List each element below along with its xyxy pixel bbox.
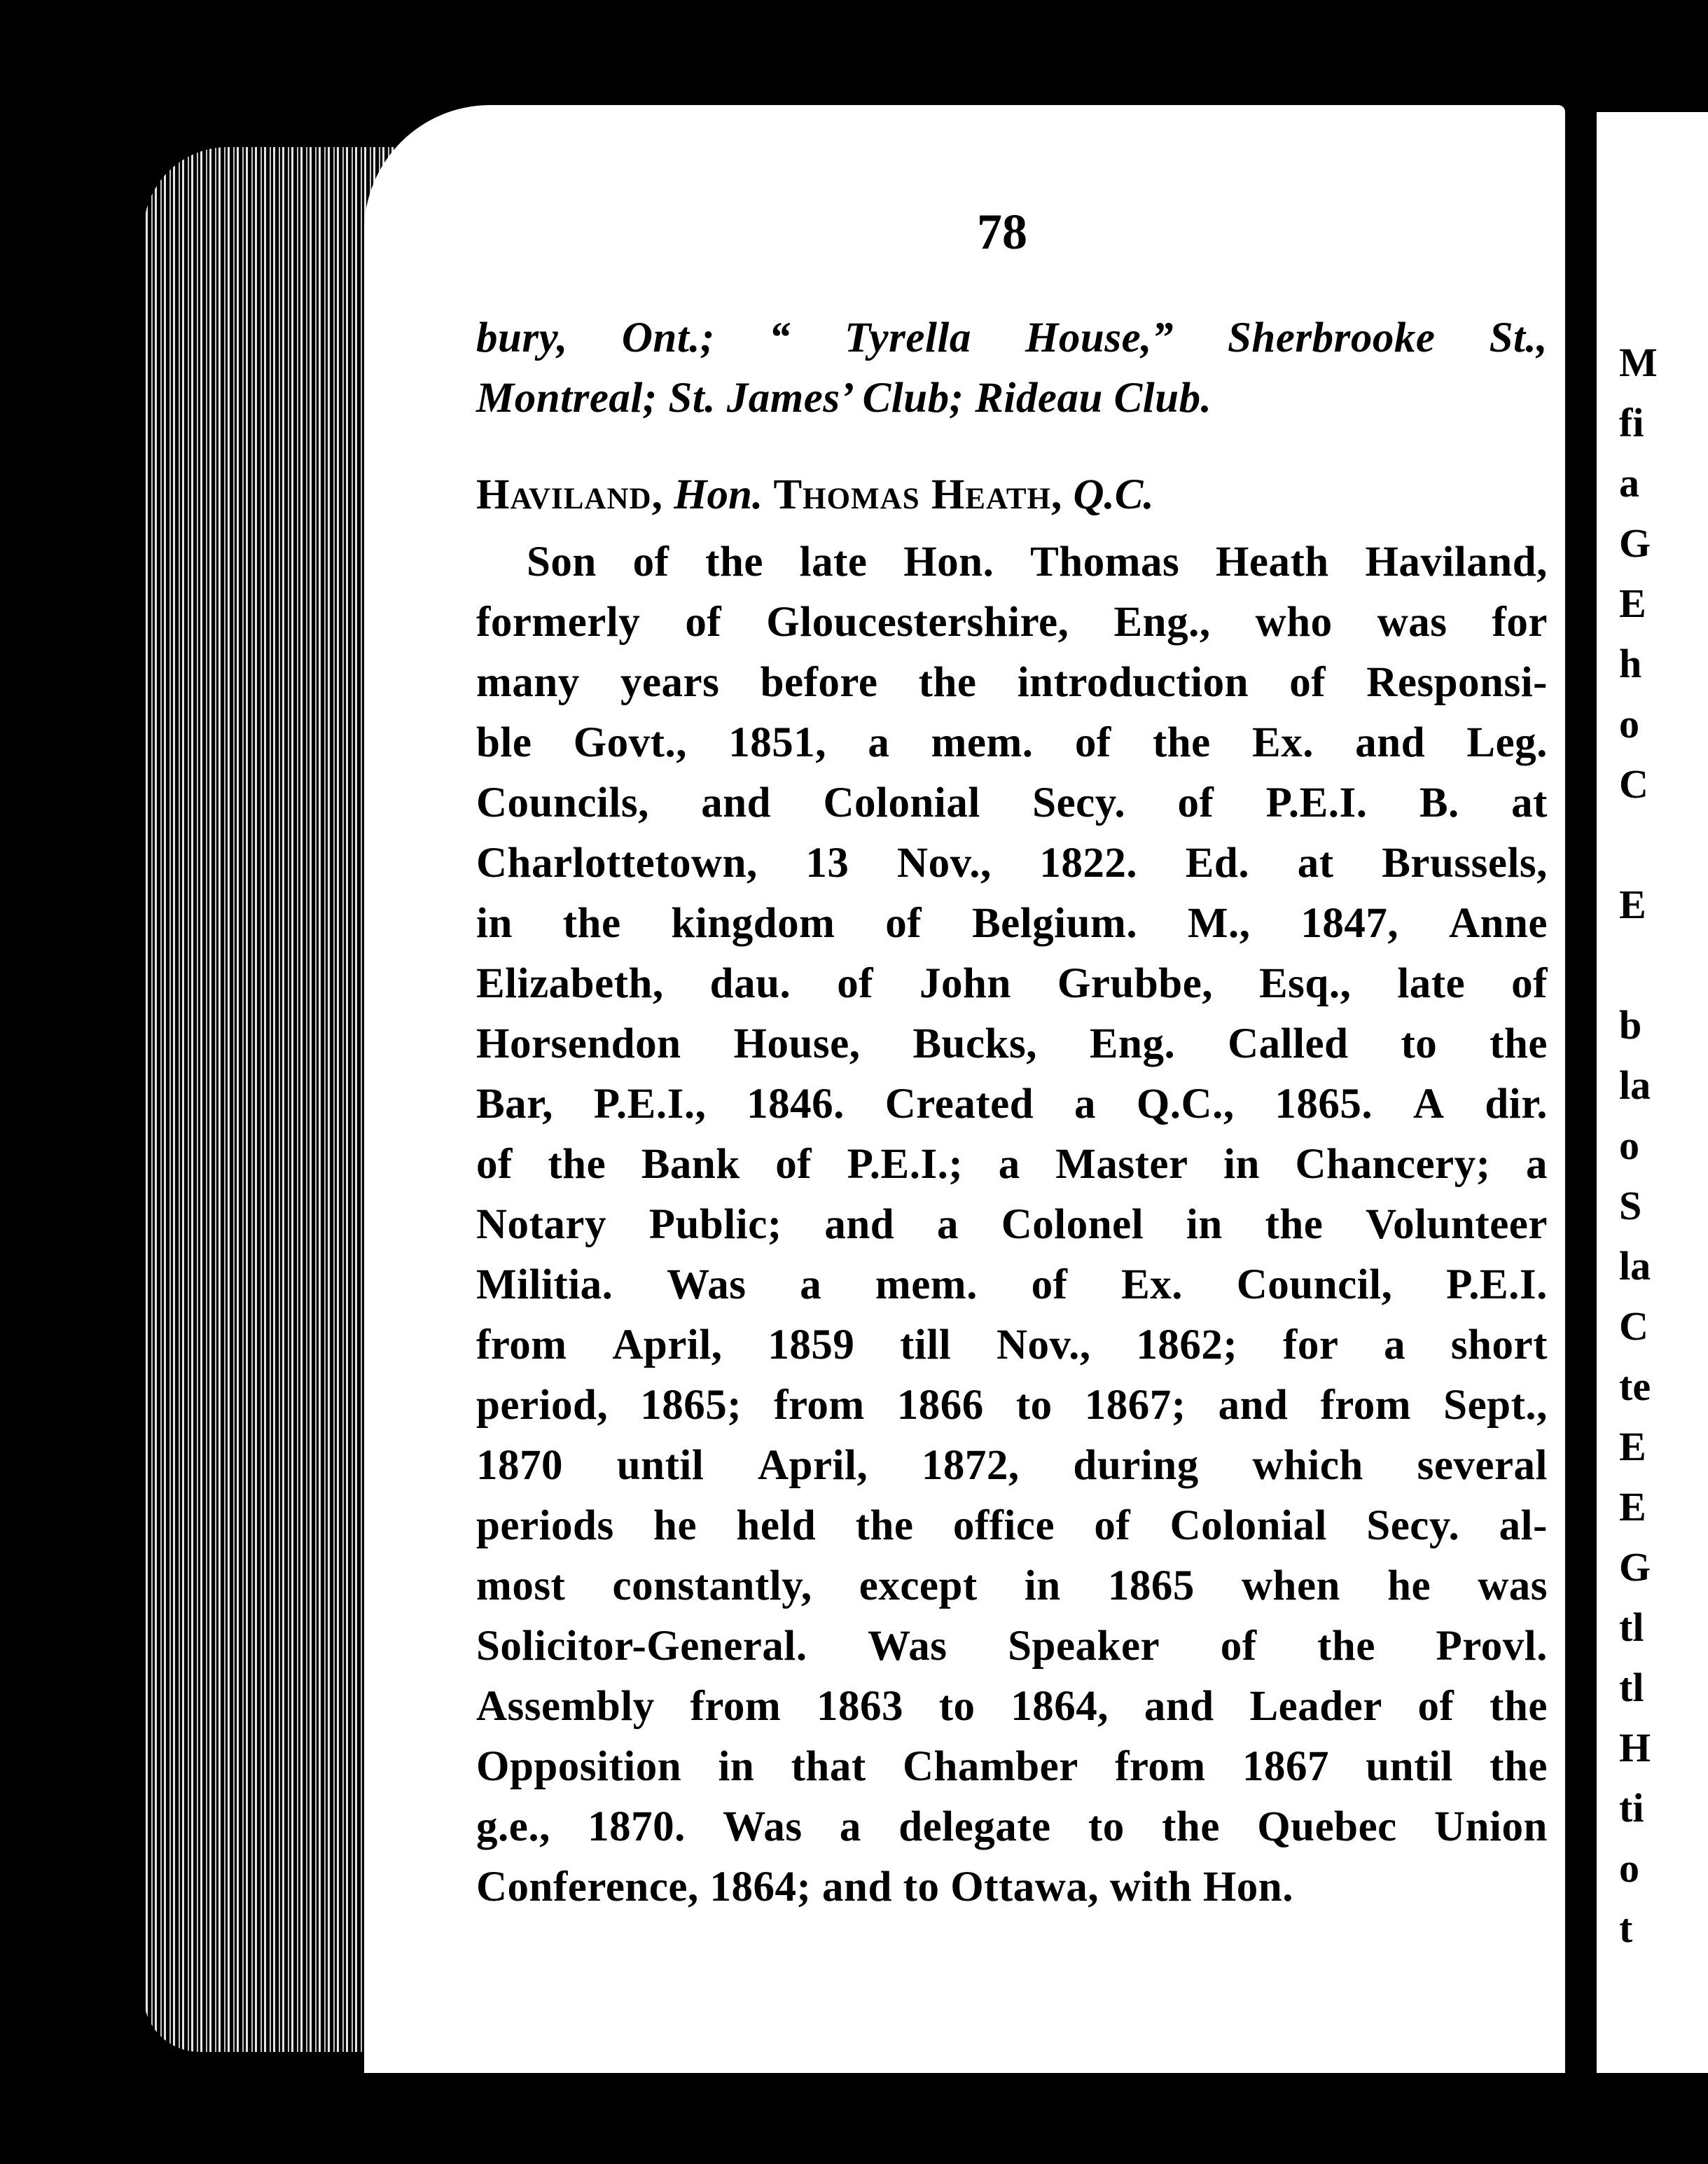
- word: Chamber: [902, 1743, 1078, 1790]
- word: Opposition: [476, 1743, 682, 1790]
- word: in: [1186, 1201, 1223, 1248]
- facing-fragment: o: [1619, 1123, 1639, 1168]
- word: Q.C.,: [1136, 1081, 1235, 1128]
- word: P.E.I.: [1446, 1261, 1548, 1308]
- facing-fragment: te: [1619, 1364, 1651, 1409]
- word: which: [1252, 1442, 1363, 1489]
- word: al-: [1499, 1502, 1548, 1549]
- word: a: [1384, 1322, 1406, 1368]
- entry-given-names: Thomas Heath,: [773, 471, 1063, 518]
- word: Chancery;: [1295, 1141, 1491, 1188]
- word: and: [1355, 719, 1426, 766]
- word: a: [839, 1803, 861, 1850]
- word: until: [616, 1442, 704, 1489]
- entry-surname: Haviland,: [476, 471, 663, 518]
- page-number: 78: [977, 204, 1027, 260]
- body-line: [476, 1074, 1548, 1135]
- body-line: [476, 713, 1548, 773]
- word: Colonel: [1001, 1201, 1144, 1248]
- word: Ed.: [1185, 840, 1250, 887]
- word: the: [1317, 1623, 1375, 1670]
- word: from: [1115, 1743, 1206, 1790]
- word: Was: [667, 1261, 747, 1308]
- word: Haviland,: [1365, 539, 1548, 585]
- facing-fragment: [1619, 814, 1675, 875]
- word: Bar,: [476, 1081, 553, 1128]
- word: in: [718, 1743, 755, 1790]
- continuation-line-2: [476, 368, 1548, 429]
- body-line: [476, 532, 1548, 592]
- word: dau.: [709, 960, 791, 1007]
- facing-fragment: h: [1619, 641, 1642, 686]
- word: Secy.: [1366, 1502, 1460, 1549]
- word: of: [775, 1141, 812, 1188]
- word: to: [1015, 1382, 1053, 1429]
- word: 1862;: [1136, 1322, 1238, 1368]
- word: till: [900, 1322, 952, 1368]
- word: House,: [733, 1020, 861, 1067]
- word: 1864,: [1011, 1683, 1109, 1730]
- word: to: [938, 1683, 975, 1730]
- word: from: [476, 1322, 567, 1368]
- word: ble: [476, 719, 532, 766]
- body-line: [476, 1857, 1548, 1917]
- word: a: [1525, 1141, 1548, 1188]
- body-line: [476, 1556, 1548, 1616]
- body-line: [476, 954, 1548, 1014]
- body-line-text: Conference, 1864; and to Ottawa, with Hon.: [476, 1864, 1293, 1910]
- word: during: [1073, 1442, 1199, 1489]
- word: Charlottetown,: [476, 840, 758, 887]
- word: 1863: [816, 1683, 903, 1730]
- word: of: [476, 1141, 513, 1188]
- facing-fragment: tl: [1619, 1604, 1644, 1650]
- body-line: [476, 1375, 1548, 1436]
- facing-fragment: la: [1619, 1062, 1651, 1108]
- word: from: [1320, 1382, 1412, 1429]
- word: Notary: [476, 1201, 606, 1248]
- word: 1846.: [747, 1081, 845, 1128]
- word: John: [919, 960, 1011, 1007]
- body-line: [476, 1255, 1548, 1315]
- word: until: [1366, 1743, 1453, 1790]
- word: before: [760, 659, 878, 706]
- word: of: [837, 960, 874, 1007]
- word: in: [476, 900, 513, 947]
- word: to: [1088, 1803, 1125, 1850]
- facing-fragment: E: [1619, 1424, 1646, 1469]
- body-line: [476, 1436, 1548, 1496]
- word: from: [774, 1382, 865, 1429]
- facing-fragment: t: [1619, 1906, 1633, 1951]
- word: B.: [1419, 779, 1459, 826]
- word: Leg.: [1466, 719, 1548, 766]
- word: Esq.,: [1259, 960, 1352, 1007]
- word: of: [1511, 960, 1548, 1007]
- body-line: [476, 1135, 1548, 1195]
- word: a: [998, 1141, 1020, 1188]
- word: period,: [476, 1382, 609, 1429]
- word: 1867;: [1084, 1382, 1186, 1429]
- word: Tyrella: [845, 314, 971, 361]
- word: Colonial: [1169, 1502, 1327, 1549]
- facing-fragment: C: [1619, 1303, 1648, 1349]
- word: several: [1417, 1442, 1548, 1489]
- word: he: [1387, 1562, 1431, 1609]
- word: 13: [805, 840, 849, 887]
- facing-fragment: G: [1619, 520, 1651, 566]
- word: Created: [884, 1081, 1034, 1128]
- word: a: [936, 1201, 959, 1248]
- facing-fragment: la: [1619, 1243, 1651, 1289]
- word: of: [1094, 1502, 1131, 1549]
- word: P.E.I.,: [593, 1081, 707, 1128]
- word: Was: [868, 1623, 947, 1670]
- word: the: [855, 1502, 914, 1549]
- facing-fragment: [1619, 935, 1675, 995]
- facing-fragment: tl: [1619, 1665, 1644, 1710]
- word: the: [1490, 1743, 1548, 1790]
- word: of: [1074, 719, 1111, 766]
- word: Ex.: [1121, 1261, 1183, 1308]
- word: Horsendon: [476, 1020, 681, 1067]
- word: the: [1152, 719, 1211, 766]
- body-line: [476, 592, 1548, 653]
- word: Colonial: [823, 779, 980, 826]
- word: the: [1490, 1683, 1548, 1730]
- word: he: [653, 1502, 697, 1549]
- word: in: [1024, 1562, 1061, 1609]
- word: and: [1144, 1683, 1214, 1730]
- word: Leader: [1249, 1683, 1382, 1730]
- word: Councils,: [476, 779, 649, 826]
- word: 1822.: [1039, 840, 1138, 887]
- entry-body: [476, 532, 1548, 1917]
- word: dir.: [1485, 1081, 1548, 1128]
- word: late: [1397, 960, 1466, 1007]
- word: Assembly: [476, 1683, 655, 1730]
- facing-fragment: G: [1619, 1544, 1651, 1590]
- body-line: [476, 1315, 1548, 1375]
- word: 1847,: [1300, 900, 1399, 947]
- word: P.E.I.;: [847, 1141, 964, 1188]
- word: of: [1177, 779, 1214, 826]
- word: Solicitor-General.: [476, 1623, 807, 1670]
- word: Heath: [1215, 539, 1329, 585]
- word: mem.: [931, 719, 1034, 766]
- word: periods: [476, 1502, 614, 1549]
- word: Responsi-: [1366, 659, 1548, 706]
- word: Nov.,: [996, 1322, 1091, 1368]
- word: Volunteer: [1366, 1201, 1548, 1248]
- word: in: [1223, 1141, 1260, 1188]
- facing-fragment: H: [1619, 1725, 1651, 1770]
- word: Bank: [641, 1141, 740, 1188]
- word: Sept.,: [1443, 1382, 1548, 1429]
- word: bury,: [476, 314, 568, 361]
- word: Nov.,: [897, 840, 992, 887]
- facing-fragment: E: [1619, 581, 1646, 626]
- word: was: [1377, 599, 1447, 646]
- word: kingdom: [671, 900, 835, 947]
- word: Secy.: [1032, 779, 1126, 826]
- word: g.e.,: [476, 1803, 550, 1850]
- body-line: [476, 1195, 1548, 1255]
- body-line: [476, 1616, 1548, 1677]
- word: 1870.: [588, 1803, 686, 1850]
- facing-fragment: C: [1619, 761, 1648, 807]
- word: that: [791, 1743, 866, 1790]
- word: the: [548, 1141, 606, 1188]
- word: from: [690, 1683, 782, 1730]
- word: the: [918, 659, 977, 706]
- facing-fragment: ti: [1619, 1785, 1644, 1831]
- word: Master: [1055, 1141, 1188, 1188]
- word: Eng.: [1089, 1020, 1176, 1067]
- word: a: [1074, 1081, 1096, 1128]
- word: Union: [1434, 1803, 1548, 1850]
- entry-honorific: Hon.: [674, 471, 763, 518]
- word: Provl.: [1436, 1623, 1548, 1670]
- word: of: [1417, 1683, 1454, 1730]
- continuation-line-1: [476, 308, 1548, 368]
- word: 1870: [476, 1442, 563, 1489]
- word: who: [1255, 599, 1333, 646]
- body-line: [476, 653, 1548, 713]
- word: a: [800, 1261, 822, 1308]
- word: Public;: [648, 1201, 782, 1248]
- word: Grubbe,: [1057, 960, 1214, 1007]
- facing-fragment: b: [1619, 1002, 1642, 1048]
- entry-heading: [476, 465, 1548, 525]
- word: of: [685, 599, 722, 646]
- word: at: [1297, 840, 1334, 887]
- word: the: [1490, 1020, 1548, 1067]
- word: Govt.,: [573, 719, 687, 766]
- body-line: [476, 1677, 1548, 1737]
- word: Belgium.: [971, 900, 1138, 947]
- word: Was: [723, 1803, 803, 1850]
- word: Sherbrooke: [1228, 314, 1436, 361]
- word: Eng.,: [1113, 599, 1211, 646]
- word: constantly,: [612, 1562, 812, 1609]
- word: most: [476, 1562, 566, 1609]
- facing-fragment: S: [1619, 1183, 1642, 1228]
- word: years: [620, 659, 720, 706]
- word: formerly: [476, 599, 641, 646]
- word: to: [1401, 1020, 1438, 1067]
- word: 1859: [768, 1322, 855, 1368]
- word: Council,: [1236, 1261, 1393, 1308]
- word: when: [1241, 1562, 1340, 1609]
- word: held: [736, 1502, 817, 1549]
- word: Brussels,: [1382, 840, 1548, 887]
- word: of: [1220, 1623, 1257, 1670]
- word: 1851,: [728, 719, 827, 766]
- word: Militia.: [476, 1261, 613, 1308]
- entry-title: Q.C.: [1073, 471, 1154, 518]
- facing-fragment: fi: [1619, 400, 1644, 445]
- word: M.,: [1187, 900, 1251, 947]
- word: and: [824, 1201, 895, 1248]
- word: of: [1289, 659, 1326, 706]
- word: of: [632, 539, 669, 585]
- word: Anne: [1448, 900, 1548, 947]
- word: Bucks,: [912, 1020, 1037, 1067]
- facing-fragment: M: [1619, 340, 1658, 385]
- word: delegate: [898, 1803, 1051, 1850]
- word: the: [562, 900, 621, 947]
- body-line: [476, 833, 1548, 894]
- word: Ex.: [1252, 719, 1314, 766]
- body-line: [476, 773, 1548, 833]
- word: the: [1265, 1201, 1324, 1248]
- word: St.,: [1489, 314, 1548, 361]
- word: many: [476, 659, 580, 706]
- word: for: [1492, 599, 1548, 646]
- word: Thomas: [1030, 539, 1180, 585]
- word: “: [768, 314, 791, 361]
- word: was: [1478, 1562, 1548, 1609]
- word: at: [1511, 779, 1548, 826]
- word: Quebec: [1257, 1803, 1397, 1850]
- word: 1865: [1107, 1562, 1195, 1609]
- word: introduction: [1017, 659, 1249, 706]
- word: 1867: [1242, 1743, 1329, 1790]
- body-line: [476, 1014, 1548, 1074]
- facing-fragment: o: [1619, 701, 1639, 747]
- word: Gloucestershire,: [766, 599, 1069, 646]
- page-text: [476, 308, 1548, 1917]
- word: short: [1450, 1322, 1548, 1368]
- word: of: [885, 900, 922, 947]
- word: House,”: [1025, 314, 1174, 361]
- word: late: [799, 539, 868, 585]
- word: A: [1412, 1081, 1445, 1128]
- word: 1865;: [640, 1382, 742, 1429]
- body-line: [476, 1496, 1548, 1556]
- facing-fragment: a: [1619, 460, 1639, 506]
- body-line: [476, 1737, 1548, 1797]
- facing-fragment: E: [1619, 1484, 1646, 1530]
- word: a: [868, 719, 890, 766]
- word: 1865.: [1275, 1081, 1373, 1128]
- word: mem.: [875, 1261, 978, 1308]
- word: Speaker: [1008, 1623, 1160, 1670]
- facing-page-text: [1619, 333, 1675, 1959]
- word: 1872,: [921, 1442, 1020, 1489]
- word: and: [701, 779, 772, 826]
- word: and: [1218, 1382, 1289, 1429]
- continuation-text-2: Montreal; St. James’ Club; Rideau Club.: [476, 375, 1212, 422]
- word: Ont.;: [621, 314, 715, 361]
- word: April,: [612, 1322, 723, 1368]
- word: Elizabeth,: [476, 960, 664, 1007]
- word: P.E.I.: [1265, 779, 1368, 826]
- word: Called: [1228, 1020, 1349, 1067]
- word: Hon.: [903, 539, 994, 585]
- word: office: [952, 1502, 1055, 1549]
- word: the: [1162, 1803, 1220, 1850]
- word: of: [1031, 1261, 1068, 1308]
- word: except: [859, 1562, 978, 1609]
- word: Son: [527, 539, 597, 585]
- word: for: [1283, 1322, 1339, 1368]
- facing-fragment: E: [1619, 882, 1646, 927]
- word: the: [705, 539, 763, 585]
- word: April,: [758, 1442, 868, 1489]
- facing-fragment: o: [1619, 1845, 1639, 1891]
- body-line: [476, 894, 1548, 954]
- body-line: [476, 1797, 1548, 1857]
- word: 1866: [896, 1382, 984, 1429]
